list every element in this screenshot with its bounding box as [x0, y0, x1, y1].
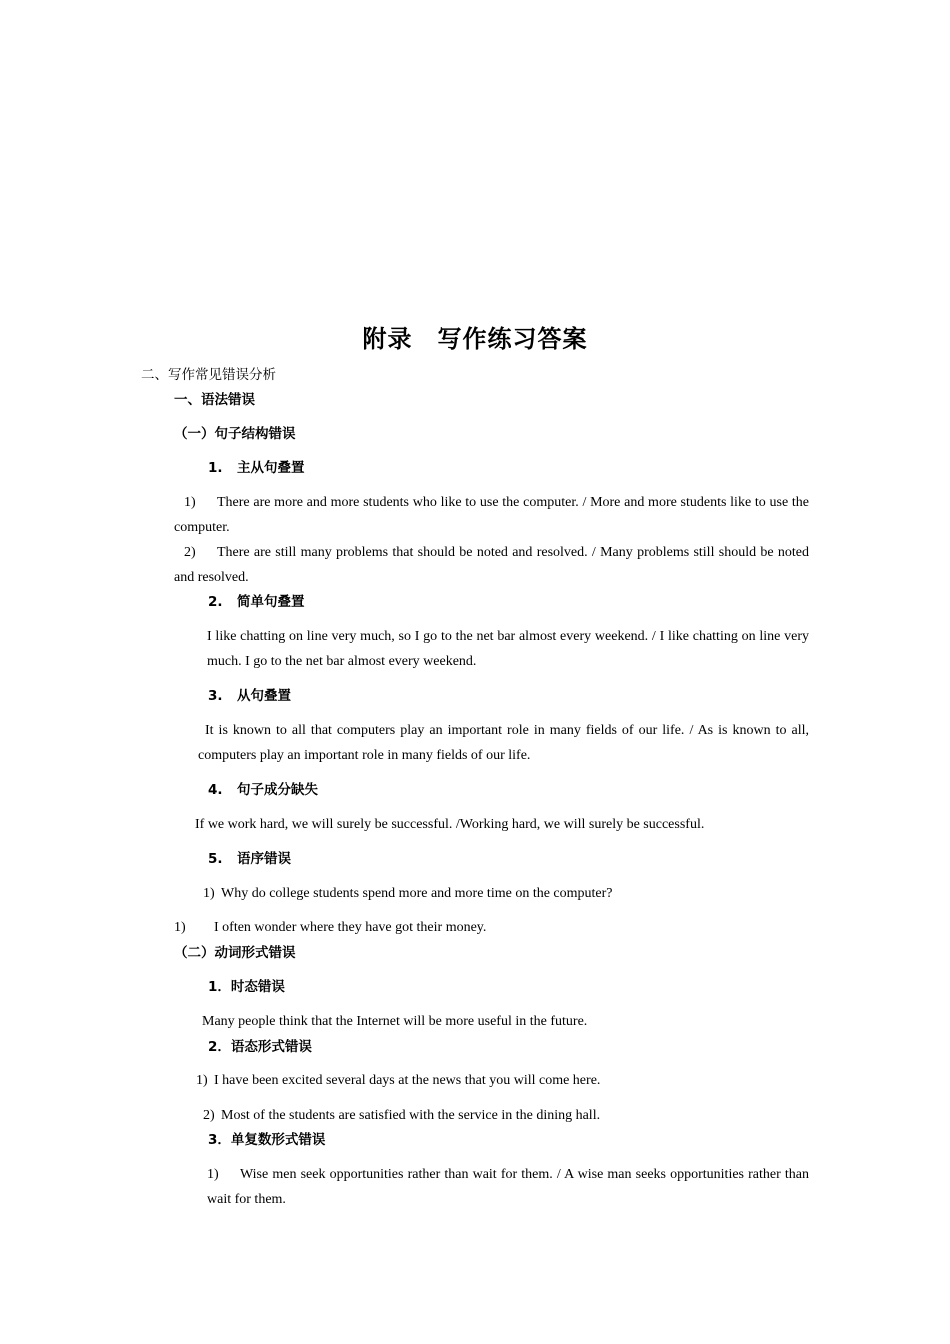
subheading-2 — [208, 593, 305, 611]
subheading-label: 主从句叠置 — [237, 460, 305, 476]
answer-text: Most of the students are satisfied with the service in the dining hall. — [221, 1108, 601, 1123]
subheading-label: 简单句叠置 — [237, 594, 305, 610]
subheading-3 — [208, 687, 291, 705]
answer-text: There are more and more students who like to use the computer. / More and more students like to use the computer. — [174, 495, 809, 535]
item-marker: 1) — [207, 1167, 219, 1182]
item-marker: 2) — [203, 1108, 215, 1123]
subheading-5 — [208, 850, 291, 868]
subheading-tense: 1．时态错误 — [208, 979, 285, 995]
subheading-1 — [208, 459, 305, 477]
answer-text: Why do college students spend more and more time on the computer? — [221, 886, 613, 901]
answer-text: If we work hard, we will surely be successful. /Working hard, we will surely be successful. — [195, 817, 705, 832]
item-marker: 1) — [174, 920, 186, 935]
answer-text: Wise men seek opportunities rather than wait for them. / A wise man seeks opportunities rather than wait for them. — [207, 1167, 809, 1207]
answer-text: I often wonder where they have got their money. — [214, 920, 487, 935]
answer-line — [203, 1107, 600, 1125]
subheading-4 — [208, 781, 318, 799]
sentence-structure-heading: （一）句子结构错误 — [174, 426, 296, 442]
answer-paragraph — [174, 490, 809, 540]
subheading-number-form: 3．单复数形式错误 — [208, 1132, 326, 1148]
verb-forms-heading: （二）动词形式错误 — [174, 945, 296, 961]
section-heading: 二、写作常见错误分析 — [141, 367, 276, 383]
answer-text: Many people think that the Internet will be more useful in the future. — [202, 1014, 588, 1029]
subheading-number: 3. — [208, 688, 223, 704]
item-marker: 1) — [184, 495, 196, 510]
answer-line — [203, 885, 613, 903]
subheading-number: 5. — [208, 851, 223, 867]
subheading-number: 2. — [208, 594, 223, 610]
answer-line — [174, 919, 486, 937]
item-marker: 2) — [184, 545, 196, 560]
answer-paragraph: I like chatting on line very much, so I go to the net bar almost every weekend. / I like chatting on line very much. I go to the net bar almost every weekend. — [207, 629, 809, 669]
grammar-errors-heading: 一、语法错误 — [174, 392, 255, 408]
item-marker: 1) — [196, 1073, 208, 1088]
answer-paragraph: It is known to all that computers play an important role in many fields of our life. / As is known to all, computers play an important role in many fields of our life. — [198, 723, 809, 763]
answer-paragraph — [207, 1162, 809, 1212]
answer-text: There are still many problems that should be noted and resolved. / Many problems still should be noted and resolved. — [174, 545, 809, 585]
subheading-label: 语序错误 — [237, 851, 291, 867]
subheading-number: 1. — [208, 460, 223, 476]
answer-text: I have been excited several days at the news that you will come here. — [214, 1073, 601, 1088]
answer-paragraph — [174, 540, 809, 590]
answer-line — [196, 1072, 600, 1090]
page-title: 附录 写作练习答案 — [362, 325, 588, 353]
subheading-label: 从句叠置 — [237, 688, 291, 704]
subheading-voice: 2．语态形式错误 — [208, 1039, 312, 1055]
subheading-label: 句子成分缺失 — [237, 782, 318, 798]
item-marker: 1) — [203, 886, 215, 901]
subheading-number: 4. — [208, 782, 223, 798]
